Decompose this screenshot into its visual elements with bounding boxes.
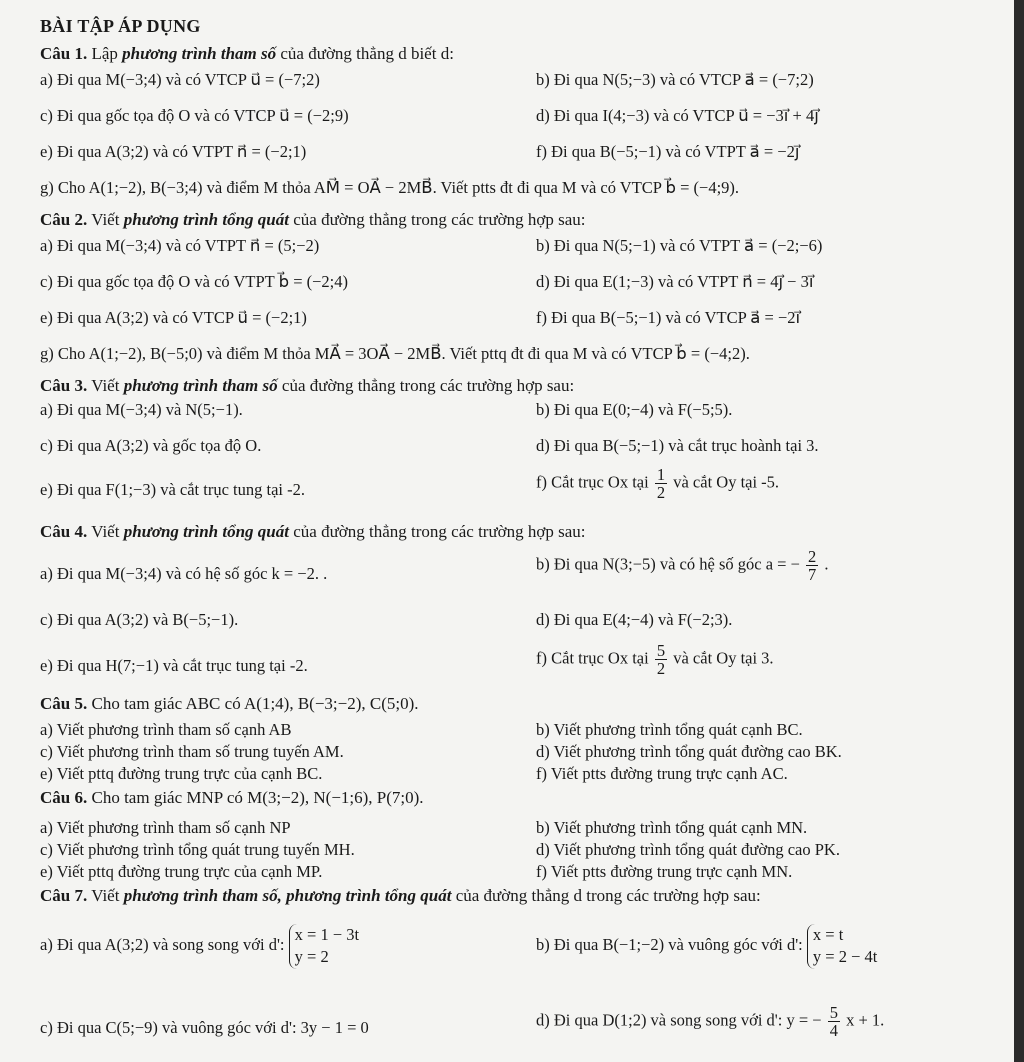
q1-part-g: g) Cho A(1;−2), B(−3;4) và điểm M thỏa AM⃗ = OA⃗ − 2MB⃗. Viết ptts đt đi qua M và có VTCP b⃗ = (−4;9). — [40, 178, 740, 197]
q1-part-f: f) Đi qua B(−5;−1) và có VTPT a⃗ = −2j⃗ — [536, 142, 800, 161]
q1-part-b: b) Đi qua N(5;−3) và có VTCP a⃗ = (−7;2) — [536, 70, 814, 89]
question-7-label: Câu 7. — [40, 886, 88, 905]
q5-part-d: d) Viết phương trình tổng quát đường cao BK. — [536, 742, 842, 761]
q4-part-b: b) Đi qua N(3;−5) và có hệ số góc a = − $\frac{2}{7}$ . — [536, 547, 829, 585]
question-4-intro: Câu 4. Viết phương trình tổng quát của đường thẳng trong các trường hợp sau: — [40, 522, 586, 541]
q6-part-e: e) Viết pttq đường trung trực của cạnh MP. — [40, 862, 323, 881]
q1-part-e: e) Đi qua A(3;2) và có VTPT n⃗ = (−2;1) — [40, 142, 307, 161]
q6-part-c: c) Viết phương trình tổng quát trung tuyến MH. — [40, 840, 355, 859]
q2-part-e: e) Đi qua A(3;2) và có VTCP u⃗ = (−2;1) — [40, 308, 307, 327]
q2-part-a: a) Đi qua M(−3;4) và có VTPT n⃗ = (5;−2) — [40, 236, 320, 255]
q3-part-a: a) Đi qua M(−3;4) và N(5;−1). — [40, 400, 243, 419]
question-1-label: Câu 1. — [40, 44, 88, 63]
fraction: $\frac{5}{2}$ — [656, 641, 666, 679]
q4-part-c: c) Đi qua A(3;2) và B(−5;−1). — [40, 610, 239, 629]
fraction: $\frac{1}{2}$ — [656, 465, 666, 503]
q7-part-d: d) Đi qua D(1;2) và song song với d': y = − $\frac{5}{4}$ x + 1. — [536, 1003, 885, 1041]
q4-part-a: a) Đi qua M(−3;4) và có hệ số góc k = −2. . — [40, 564, 328, 583]
q6-part-a: a) Viết phương trình tham số cạnh NP — [40, 818, 291, 837]
q3-part-d: d) Đi qua B(−5;−1) và cắt trục hoành tại 3. — [536, 436, 819, 455]
q2-part-d: d) Đi qua E(1;−3) và có VTPT n⃗ = 4j⃗ − 3i⃗ — [536, 272, 814, 291]
question-4-label: Câu 4. — [40, 522, 88, 541]
fraction: $\frac{5}{4}$ — [829, 1003, 838, 1041]
equation-system: x = t y = 2 − 4t — [807, 924, 877, 969]
q6-part-d: d) Viết phương trình tổng quát đường cao PK. — [536, 840, 840, 859]
fraction: $\frac{2}{7}$ — [808, 547, 817, 585]
question-2-label: Câu 2. — [40, 210, 88, 229]
q2-part-g: g) Cho A(1;−2), B(−5;0) và điểm M thỏa MA⃗ = 3OA⃗ − 2MB⃗. Viết pttq đt đi qua M và có VTCP b⃗ = (−4;2). — [40, 344, 750, 363]
q3-part-f: f) Cắt trục Ox tại $\frac{1}{2}$ và cắt Oy tại -5. — [536, 465, 780, 503]
q1-part-a: a) Đi qua M(−3;4) và có VTCP u⃗ = (−7;2) — [40, 70, 320, 89]
question-6-intro: Câu 6. Cho tam giác MNP có M(3;−2), N(−1;6), P(7;0). — [40, 788, 424, 807]
page-edge-shadow — [1014, 0, 1024, 1062]
q3-part-e: e) Đi qua F(1;−3) và cắt trục tung tại -2. — [40, 480, 305, 499]
q5-part-c: c) Viết phương trình tham số trung tuyến AM. — [40, 742, 344, 761]
q6-part-b: b) Viết phương trình tổng quát cạnh MN. — [536, 818, 808, 837]
q2-part-c: c) Đi qua gốc tọa độ O và có VTPT b⃗ = (−2;4) — [40, 272, 348, 291]
question-6-label: Câu 6. — [40, 788, 88, 807]
q2-part-b: b) Đi qua N(5;−1) và có VTPT a⃗ = (−2;−6) — [536, 236, 823, 255]
q1-part-c: c) Đi qua gốc tọa độ O và có VTCP u⃗ = (−2;9) — [40, 106, 349, 125]
q3-part-c: c) Đi qua A(3;2) và gốc tọa độ O. — [40, 436, 262, 455]
q4-part-d: d) Đi qua E(4;−4) và F(−2;3). — [536, 610, 733, 629]
q5-part-b: b) Viết phương trình tổng quát cạnh BC. — [536, 720, 803, 739]
q7-part-a: a) Đi qua A(3;2) và song song với d': x = 1 − 3t y = 2 — [40, 924, 359, 969]
q5-part-e: e) Viết pttq đường trung trực của cạnh BC. — [40, 764, 323, 783]
question-3-intro: Câu 3. Viết phương trình tham số của đường thẳng trong các trường hợp sau: — [40, 376, 575, 395]
question-3-label: Câu 3. — [40, 376, 88, 395]
q2-part-f: f) Đi qua B(−5;−1) và có VTCP a⃗ = −2i⃗ — [536, 308, 801, 327]
q6-part-f: f) Viết ptts đường trung trực cạnh MN. — [536, 862, 793, 881]
question-2-intro: Câu 2. Viết phương trình tổng quát của đường thẳng trong các trường hợp sau: — [40, 210, 586, 229]
page-title: BÀI TẬP ÁP DỤNG — [40, 16, 201, 36]
q3-part-b: b) Đi qua E(0;−4) và F(−5;5). — [536, 400, 733, 419]
question-7-intro: Câu 7. Viết phương trình tham số, phương trình tổng quát của đường thẳng d trong các trường hợp sau: — [40, 886, 761, 905]
q1-part-d: d) Đi qua I(4;−3) và có VTCP u⃗ = −3i⃗ + 4j⃗ — [536, 106, 819, 125]
q7-part-c: c) Đi qua C(5;−9) và vuông góc với d': 3y − 1 = 0 — [40, 1018, 369, 1037]
q5-part-a: a) Viết phương trình tham số cạnh AB — [40, 720, 292, 739]
q7-part-b: b) Đi qua B(−1;−2) và vuông góc với d': x = t y = 2 − 4t — [536, 924, 877, 969]
q5-part-f: f) Viết ptts đường trung trực cạnh AC. — [536, 764, 788, 783]
question-5-label: Câu 5. — [40, 694, 88, 713]
q4-part-f: f) Cắt trục Ox tại $\frac{5}{2}$ và cắt Oy tại 3. — [536, 641, 774, 679]
question-1-intro: Câu 1. Lập phương trình tham số của đường thẳng d biết d: — [40, 44, 454, 63]
q4-part-e: e) Đi qua H(7;−1) và cắt trục tung tại -2. — [40, 656, 308, 675]
equation-system: x = 1 − 3t y = 2 — [289, 924, 359, 969]
question-5-intro: Câu 5. Cho tam giác ABC có A(1;4), B(−3;−2), C(5;0). — [40, 694, 419, 713]
